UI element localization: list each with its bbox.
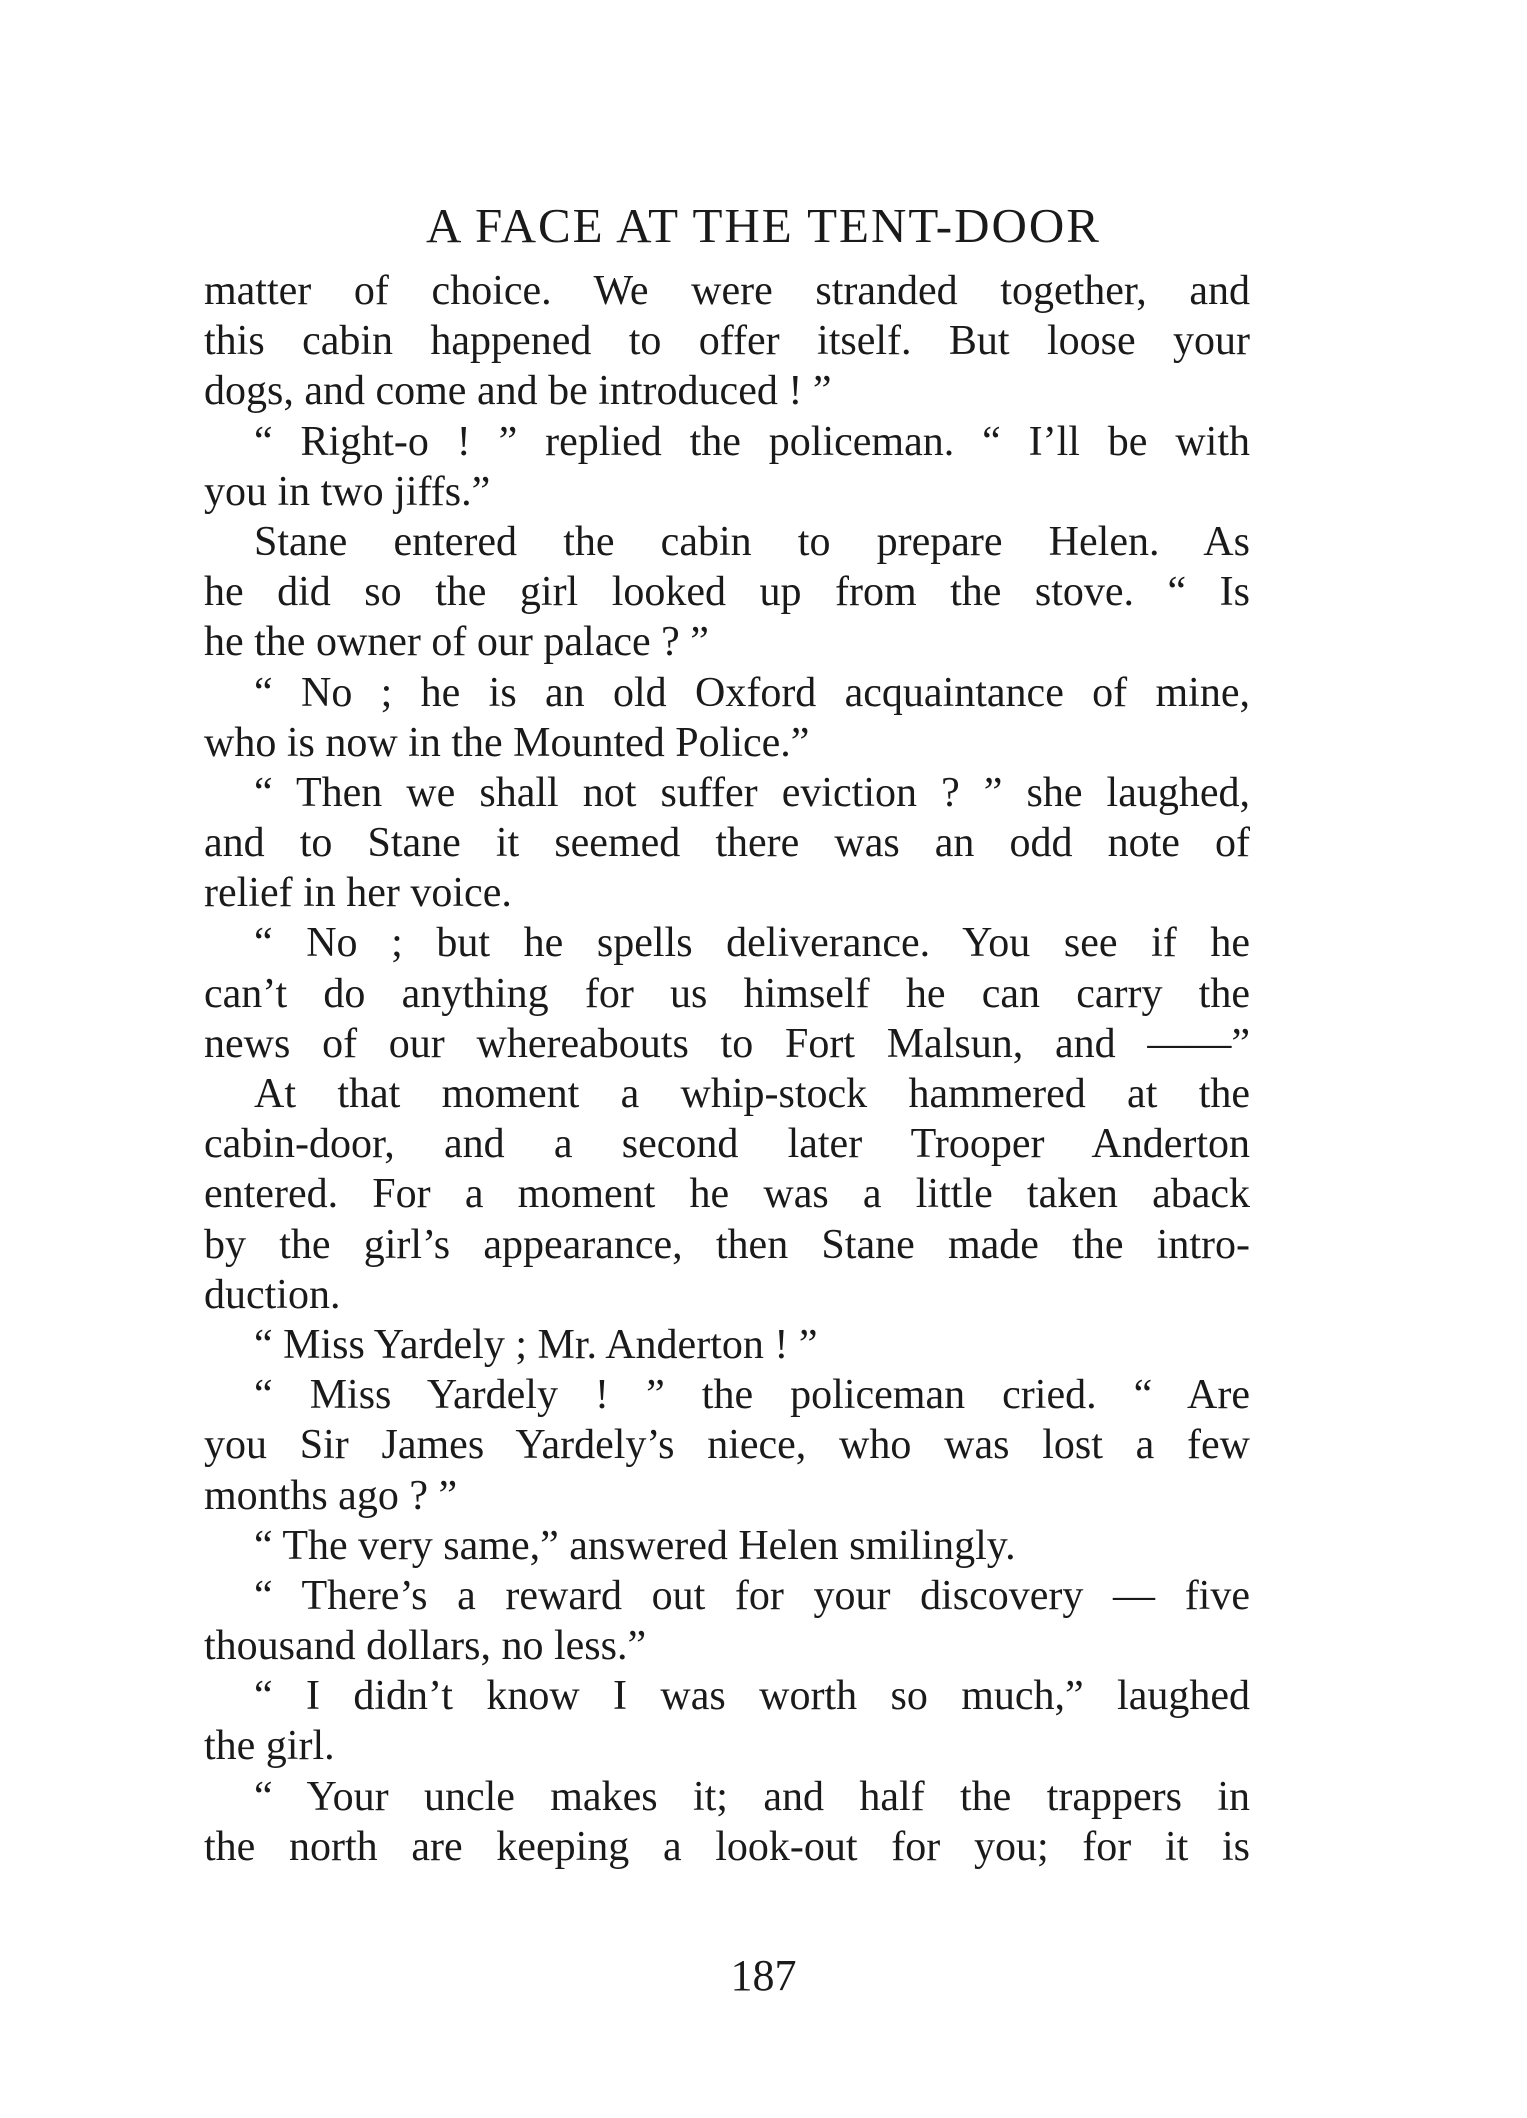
- text-line: who is now in the Mounted Police.”: [204, 719, 810, 766]
- text-line: “ I didn’t know I was worth so much,” laughed: [254, 1673, 1250, 1720]
- running-head: A FACE AT THE TENT-DOOR: [426, 198, 1101, 253]
- page-number: 187: [730, 1951, 797, 2000]
- text-line: “ Miss Yardely ; Mr. Anderton ! ”: [254, 1321, 818, 1368]
- text-line: he did so the girl looked up from the stove. “ Is: [204, 569, 1250, 616]
- text-line: he the owner of our palace ? ”: [204, 619, 709, 666]
- text-line: by the girl’s appearance, then Stane made the intro-: [204, 1221, 1250, 1268]
- text-line: thousand dollars, no less.”: [204, 1623, 647, 1670]
- text-line: “ The very same,” answered Helen smilingly.: [254, 1522, 1016, 1569]
- text-line: entered. For a moment he was a little taken aback: [204, 1171, 1250, 1218]
- text-line: “ Your uncle makes it; and half the trappers in: [254, 1773, 1250, 1820]
- text-line: and to Stane it seemed there was an odd note of: [204, 820, 1250, 867]
- text-line: relief in her voice.: [204, 870, 512, 917]
- text-line: you Sir James Yardely’s niece, who was lost a few: [204, 1422, 1250, 1469]
- text-line: you in two jiffs.”: [204, 468, 491, 515]
- text-line: duction.: [204, 1271, 341, 1318]
- text-line: this cabin happened to offer itself. But loose your: [204, 318, 1250, 365]
- text-line: dogs, and come and be introduced ! ”: [204, 368, 832, 415]
- text-line: “ Right-o ! ” replied the policeman. “ I’ll be with: [254, 418, 1250, 465]
- text-line: months ago ? ”: [204, 1472, 458, 1519]
- text-line: At that moment a whip-stock hammered at the: [254, 1071, 1250, 1117]
- text-line: “ There’s a reward out for your discovery — five: [254, 1572, 1250, 1619]
- text-line: matter of choice. We were stranded together, and: [204, 268, 1250, 314]
- text-line: “ No ; he is an old Oxford acquaintance of mine,: [254, 669, 1250, 716]
- text-line: the north are keeping a look-out for you; for it is: [204, 1823, 1250, 1870]
- text-line: “ No ; but he spells deliverance. You see if he: [254, 920, 1250, 967]
- text-line: “ Miss Yardely ! ” the policeman cried. “ Are: [254, 1372, 1250, 1419]
- text-line: cabin-door, and a second later Trooper Anderton: [204, 1121, 1250, 1168]
- text-line: can’t do anything for us himself he can carry the: [204, 970, 1250, 1017]
- text-line: “ Then we shall not suffer eviction ? ” she laughed,: [254, 769, 1250, 816]
- text-line: Stane entered the cabin to prepare Helen. As: [254, 518, 1250, 565]
- text-line: news of our whereabouts to Fort Malsun, and ——”: [204, 1020, 1250, 1067]
- text-line: the girl.: [204, 1723, 335, 1770]
- body-text: [204, 266, 1250, 1872]
